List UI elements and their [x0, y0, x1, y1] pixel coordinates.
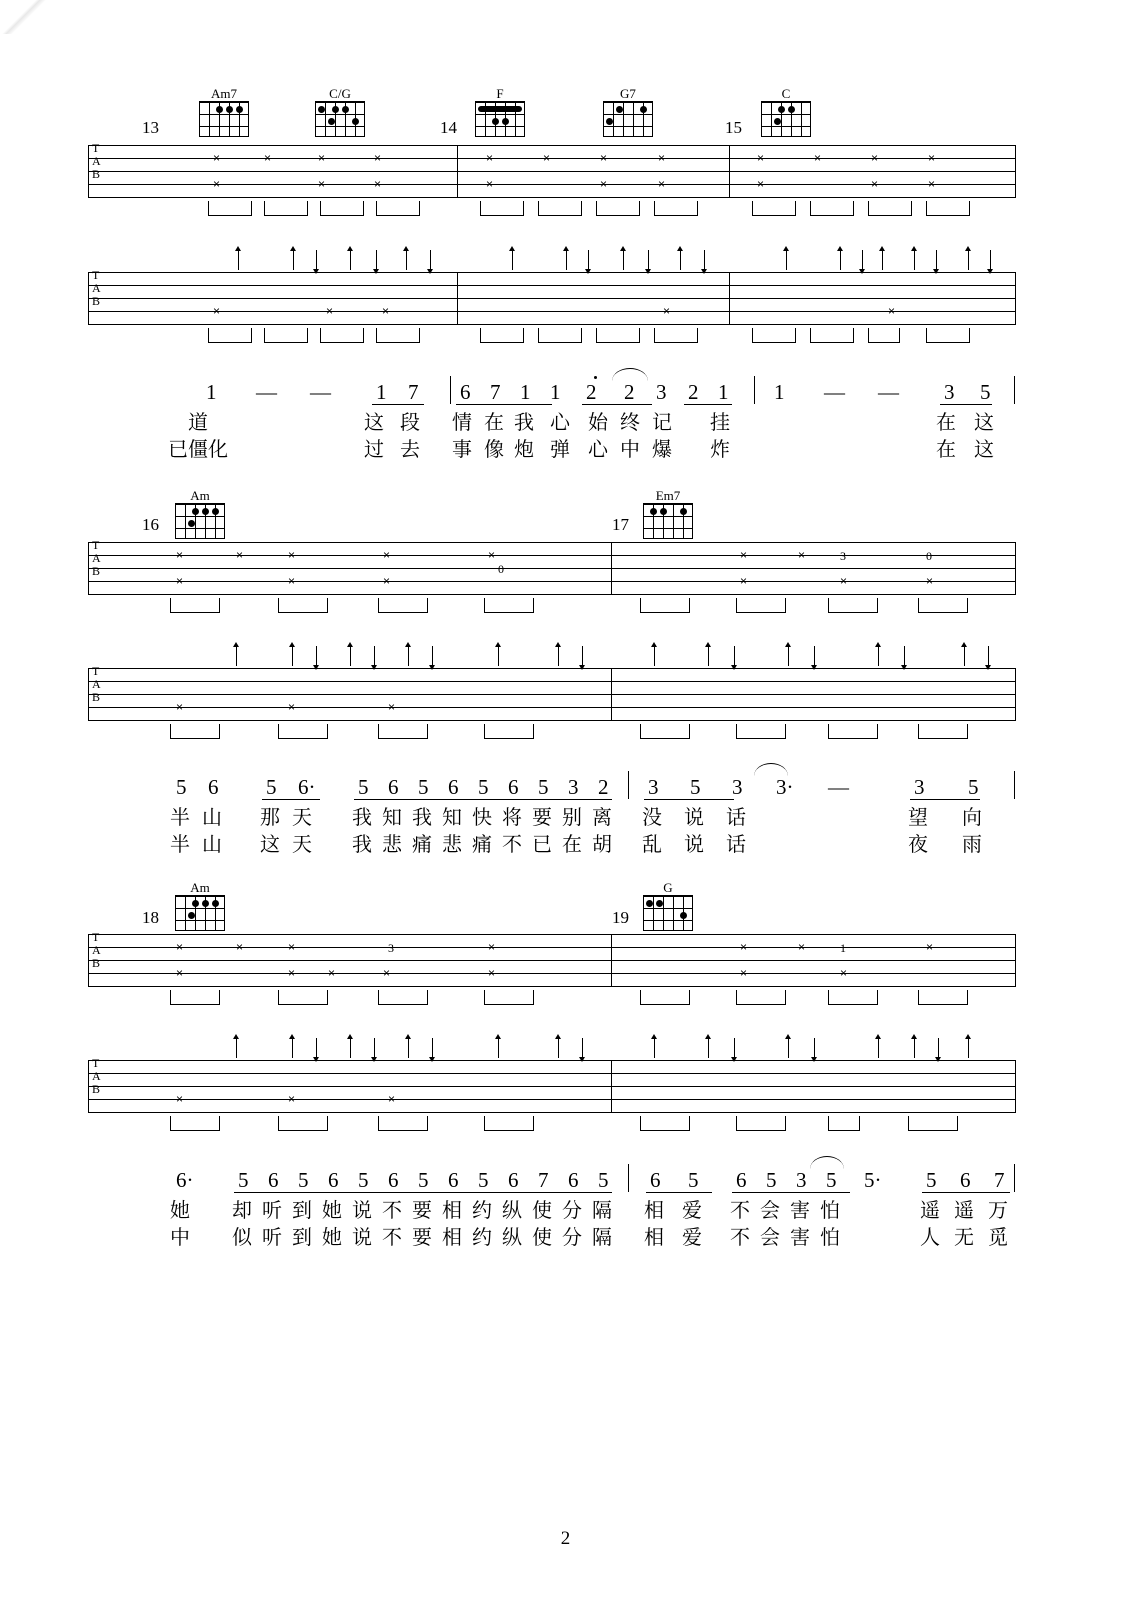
tab-clef: T A B	[92, 268, 101, 308]
measure-number: 16	[142, 515, 159, 534]
tab-staff-13-15-upper	[88, 141, 1016, 223]
chord-grid	[175, 503, 225, 539]
chord-name: G7	[620, 86, 636, 101]
measure-number: 13	[142, 118, 159, 137]
staff: T A B × × × × ×	[88, 272, 1016, 328]
tab-clef: T A B	[92, 1056, 101, 1096]
chord-name: C	[781, 86, 791, 101]
strum-up-arrow	[238, 250, 239, 270]
chord-grid	[643, 895, 693, 931]
tab-staff-18-19-strum	[88, 1056, 1016, 1138]
chord-diagram-c-g	[312, 86, 368, 137]
lyrics-block-2	[88, 775, 1016, 855]
staff: T A B × × ×	[88, 1060, 1016, 1116]
staff: T A B × × × × × × × 0 × × × × 3 × 0 ×	[88, 542, 1016, 598]
chord-name: Em7	[655, 488, 681, 503]
number-notation-line: 6· 5 6 5 6 5 6 5 6 5 6 7 6 5 6 5 6 5 3 5 5· 5 6 7	[88, 1168, 1016, 1194]
chord-name: F	[496, 86, 504, 101]
lyric-line-2: 半 山 这 天 我 悲 痛 悲 痛 不 已 在 胡 乱 说 话 夜 雨	[170, 832, 982, 856]
page-corner-fold	[0, 0, 46, 34]
tab-staff-18-19-upper	[88, 930, 1016, 1012]
lyrics-block-3	[88, 1168, 1016, 1248]
measure-number: 15	[725, 118, 742, 137]
chord-name: Am7	[211, 86, 237, 101]
measure-number: 19	[612, 908, 629, 927]
number-notation-line: 1 — — 1 7 6 7 1 1 2 2 3 2 1 1 — — 3 5	[88, 380, 1016, 406]
chord-name: Am	[190, 488, 210, 503]
lyrics-block-1	[88, 380, 1016, 460]
staff: T A B × × × × × 3 × × × × × × × 1 × ×	[88, 934, 1016, 990]
lyric-line-1: 半 山 那 天 我 知 我 知 快 将 要 别 离 没 说 话 望 向	[170, 805, 982, 829]
tab-clef: T A B	[92, 538, 101, 578]
chord-diagram-em7	[640, 488, 696, 539]
chord-diagram-am7	[196, 86, 252, 137]
tab-staff-16-17-upper	[88, 538, 1016, 620]
measure-number: 17	[612, 515, 629, 534]
staff: T A B × × ×	[88, 668, 1016, 724]
chord-diagram-f	[472, 86, 528, 137]
chord-grid	[475, 101, 525, 137]
number-notation-line: 5 6 5 6· 5 6 5 6 5 6 5 3 2 3 5 3 3· — 3 5	[88, 775, 1016, 801]
lyric-line-1: 她 却 听 到 她 说 不 要 相 约 纵 使 分 隔 相 爱 不 会 害 怕 遥 遥 万	[170, 1198, 1008, 1222]
lyric-line-2: 已僵化 过 去 事 像 炮 弹 心 中 爆 炸 在 这	[168, 437, 994, 461]
chord-grid	[603, 101, 653, 137]
measure-number: 18	[142, 908, 159, 927]
tab-clef: T A B	[92, 930, 101, 970]
chord-grid	[199, 101, 249, 137]
chord-name: Am	[190, 880, 210, 895]
staff: T A B × × × × × × × × × × × × × × × × × × × × ×	[88, 145, 1016, 201]
chord-diagram-g	[640, 880, 696, 931]
page-number: 2	[560, 1528, 571, 1549]
chord-grid	[175, 895, 225, 931]
chord-diagram-c	[758, 86, 814, 137]
chord-grid	[643, 503, 693, 539]
tab-staff-13-15-strum	[88, 268, 1016, 350]
lyric-line-1: 道 这 段 情 在 我 心 始 终 记 挂 在 这	[188, 410, 994, 434]
chord-diagram-am-2	[172, 880, 228, 931]
lyric-line-2: 中 似 听 到 她 说 不 要 相 约 纵 使 分 隔 相 爱 不 会 害 怕 人 无 觅	[170, 1225, 1008, 1249]
chord-diagram-g7	[600, 86, 656, 137]
chord-diagram-am	[172, 488, 228, 539]
chord-name: G	[663, 880, 673, 895]
tab-clef: T A B	[92, 141, 101, 181]
tab-clef: T A B	[92, 664, 101, 704]
chord-grid	[315, 101, 365, 137]
measure-number: 14	[440, 118, 457, 137]
chord-name: C/G	[329, 86, 351, 101]
tab-staff-16-17-strum	[88, 664, 1016, 746]
chord-grid	[761, 101, 811, 137]
